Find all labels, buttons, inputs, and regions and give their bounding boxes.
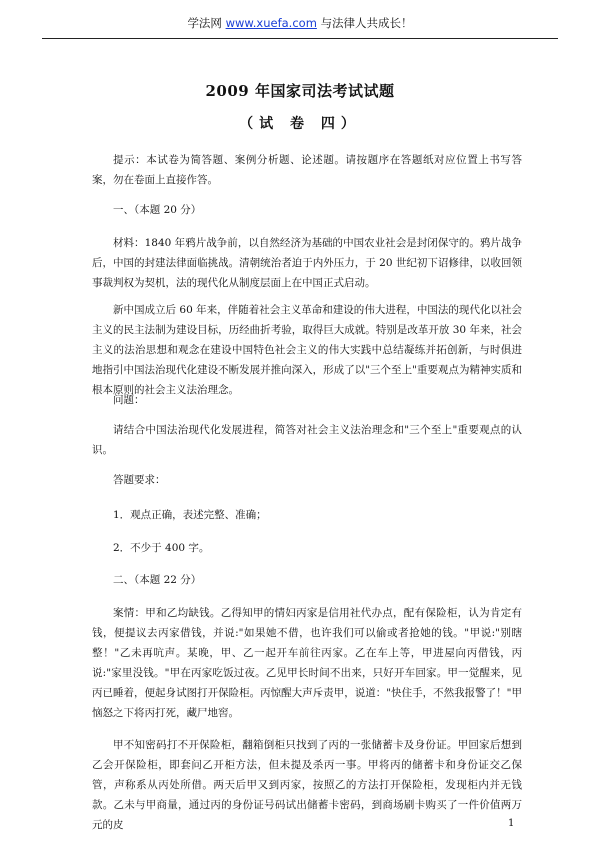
instructions-paragraph: 提示：本试卷为简答题、案例分析题、论述题。请按题序在答题纸对应位置上书写答案，勿在卷面上直接作答。 <box>92 154 522 186</box>
site-url-link[interactable]: www.xuefa.com <box>225 16 317 30</box>
requirement-item-1: 1．观点正确，表述完整、准确； <box>113 509 267 521</box>
section-two-heading: 二、（本题 22 分） <box>113 574 202 586</box>
page-header <box>0 10 600 36</box>
document-subtitle: （试 卷 四） <box>239 116 361 132</box>
question-label: 问题： <box>113 394 145 406</box>
document-title: 2009 年国家司法考试试题 <box>205 82 395 100</box>
site-name: 学法网 <box>187 16 222 30</box>
case-paragraph-1: 案情：甲和乙均缺钱。乙得知甲的情妇丙家是信用社代办点，配有保险柜，认为肯定有钱，便提议去丙家借钱，并说:"如果她不借，也许我们可以偷或者抢她的钱。"甲说:"别瞎整！"乙未再吭声。某晚，甲、乙一起开车前往丙家。乙在车上等，甲进屋向丙借钱，丙说:"家里没钱。"甲在丙家吃饭过夜。乙见甲长时间不出来，只好开车回家。甲一觉醒来，见丙已睡着，便起身试图打开保险柜。丙惊醒大声斥责甲，说道："快住手，不然我报警了！"甲恼怒之下将丙打死，藏尸地窖。 <box>92 607 522 719</box>
section-one-heading: 一、（本题 20 分） <box>113 204 202 216</box>
question-paragraph: 请结合中国法治现代化发展进程，简答对社会主义法治理念和"三个至上"重要观点的认识。 <box>92 424 522 456</box>
page-number: 1 <box>508 818 515 829</box>
material-paragraph-1: 材料：1840 年鸦片战争前，以自然经济为基础的中国农业社会是封闭保守的。鸦片战争后，中国的封建法律面临挑战。清朝统治者迫于内外压力，于 20 世纪初下诏修律，以收回领事裁判权为契机，法的现代化从制度层面上在中国正式启动。 <box>92 237 522 289</box>
requirements-label: 答题要求： <box>113 474 166 486</box>
case-paragraph-2: 甲不知密码打不开保险柜，翻箱倒柜只找到了丙的一张储蓄卡及身份证。甲回家后想到乙会开保险柜，即套问乙开柜方法，但未提及杀丙一事。甲将丙的储蓄卡和身份证交乙保管，声称系从丙处所借。两天后甲又到丙家，按照乙的方法打开保险柜，发现柜内并无钱款。乙未与甲商量，通过丙的身份证号码试出储蓄卡密码，到商场刷卡购买了一件价值两万元的皮 <box>92 739 522 831</box>
header-divider <box>42 38 558 39</box>
material-paragraph-2: 新中国成立后 60 年来，伴随着社会主义革命和建设的伟大进程，中国法的现代化以社会主义的民主法制为建设目标，历经曲折考验，取得巨大成就。特别是改革开放 30 年来，社会主义的法治思想和观念在建设中国特色社会主义的伟大实践中总结凝练并拓创新，与时俱进地指引中国法治现代化建设不断发展并推向深入，形成了以"三个至上"重要观点为精神实质和根本原则的社会主义法治理念。 <box>92 304 522 396</box>
site-slogan: 与法律人共成长！ <box>320 16 413 30</box>
requirement-item-2: 2．不少于 400 字。 <box>113 542 210 554</box>
